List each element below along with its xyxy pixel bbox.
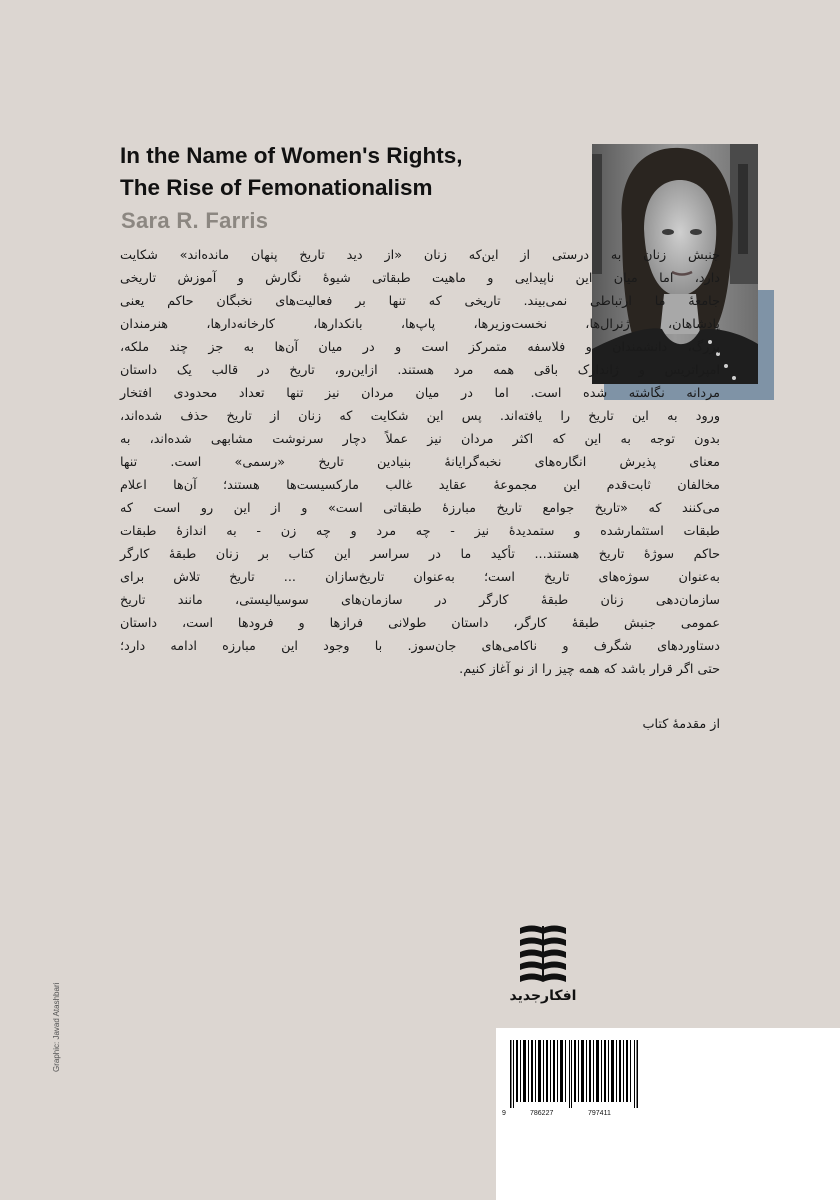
book-title-line-2: The Rise of Femonationalism — [120, 175, 433, 200]
blurb-line: مردانه نگاشته شده است. اما در میان مردان نیز تنها تعداد محدودی افتخار — [120, 386, 720, 401]
blurb-line: حاکم سوژهٔ تاریخ هستند... تأکید ما در سراسر این کتاب بر زنان طبقهٔ کارگر — [120, 547, 720, 562]
book-title — [120, 140, 590, 204]
blurb-line: مخالفان ثابت‌قدم این مجموعهٔ عقاید غالب مارکسیست‌ها هستند؛ آن‌ها اعلام — [120, 478, 720, 493]
barcode-digits-left: 786227 — [530, 1110, 554, 1117]
blurb-line: ورود به این تاریخ را یافته‌اند. پس این شکایت که زنان از تاریخ حذف شده‌اند، — [120, 409, 720, 424]
blurb-line: می‌کنند که «تاریخ جوامع تاریخ مبارزهٔ طبقاتی است» و از این رو است که — [120, 501, 720, 516]
publisher-name: افکارجدید — [509, 988, 577, 1004]
book-title-line-1: In the Name of Women's Rights, — [120, 143, 463, 168]
blurb-line: جنبش زنان به درستی از این‌که زنان «از دید تاریخ پنهان مانده‌اند» شکایت — [120, 248, 720, 263]
blurb-line: دارد، اما میان این ناپیدایی و ماهیت طبقاتی شیوهٔ نگارش و آموزش تاریخی — [120, 271, 720, 286]
blurb-line-last: حتی اگر قرار باشد که همه چیز را از نو آغاز کنیم. — [459, 662, 720, 677]
barcode-icon — [510, 1040, 638, 1108]
blurb-line: پادشاهان، ژنرال‌ها، نخست‌وزیرها، پاپ‌ها، بانکدارها، کارخانه‌دارها، هنرمندان — [120, 317, 720, 332]
publisher-logo-icon — [518, 920, 568, 984]
blurb-line: بزرگ، دانشمندان و فلاسفه متمرکز است و در میان آن‌ها به جز چند ملکه، — [120, 340, 720, 355]
blurb-line: عمومی جنبش طبقهٔ کارگر، داستان طولانی فرازها و فرودها است، داستان — [120, 616, 720, 631]
author-name: Sara R. Farris — [121, 208, 269, 233]
blurb-line: سازمان‌دهی زنان طبقهٔ کارگر در سازمان‌های سوسیالیستی، مانند تاریخ — [120, 593, 720, 608]
blurb-line: دستاوردهای شگرف و ناکامی‌های جان‌سوز. با وجود این مبارزه ادامه دارد؛ — [120, 639, 720, 654]
blurb-line: جامعهٔ ما ارتباطی نمی‌بیند. تاریخی که تنها بر فعالیت‌های نخبگان حاکم یعنی — [120, 294, 720, 309]
blurb-line: طبقات استثمارشده و ستمدیدهٔ نیز - چه مرد و چه زن - به اندازهٔ طبقات — [120, 524, 720, 539]
graphic-credit: Graphic: Javad Atashbari — [52, 982, 61, 1072]
blurb-line: بدون توجه به این که اکثر مردان نیز عملاً دچار سرنوشت مشابهی شده‌اند، به — [120, 432, 720, 447]
barcode-digit-prefix: 9 — [502, 1110, 506, 1117]
blurb-line: معنای پذیرش انگاره‌های نخبه‌گرایانهٔ بنیادین تاریخ «رسمی» است. تنها — [120, 455, 720, 470]
barcode-digits-right: 797411 — [588, 1110, 611, 1117]
barcode-area — [496, 1028, 840, 1200]
blurb-source: از مقدمهٔ کتاب — [642, 717, 720, 732]
blurb-line: به‌عنوان سوژه‌های تاریخ است؛ به‌عنوان تاریخ‌سازان ... تاریخ تلاش برای — [120, 570, 720, 585]
blurb-text — [120, 244, 720, 681]
blurb-line: امپراتریس و ژاندارک باقی همه مرد هستند. ازاین‌رو، تاریخ در قالب یک داستان — [120, 363, 720, 378]
